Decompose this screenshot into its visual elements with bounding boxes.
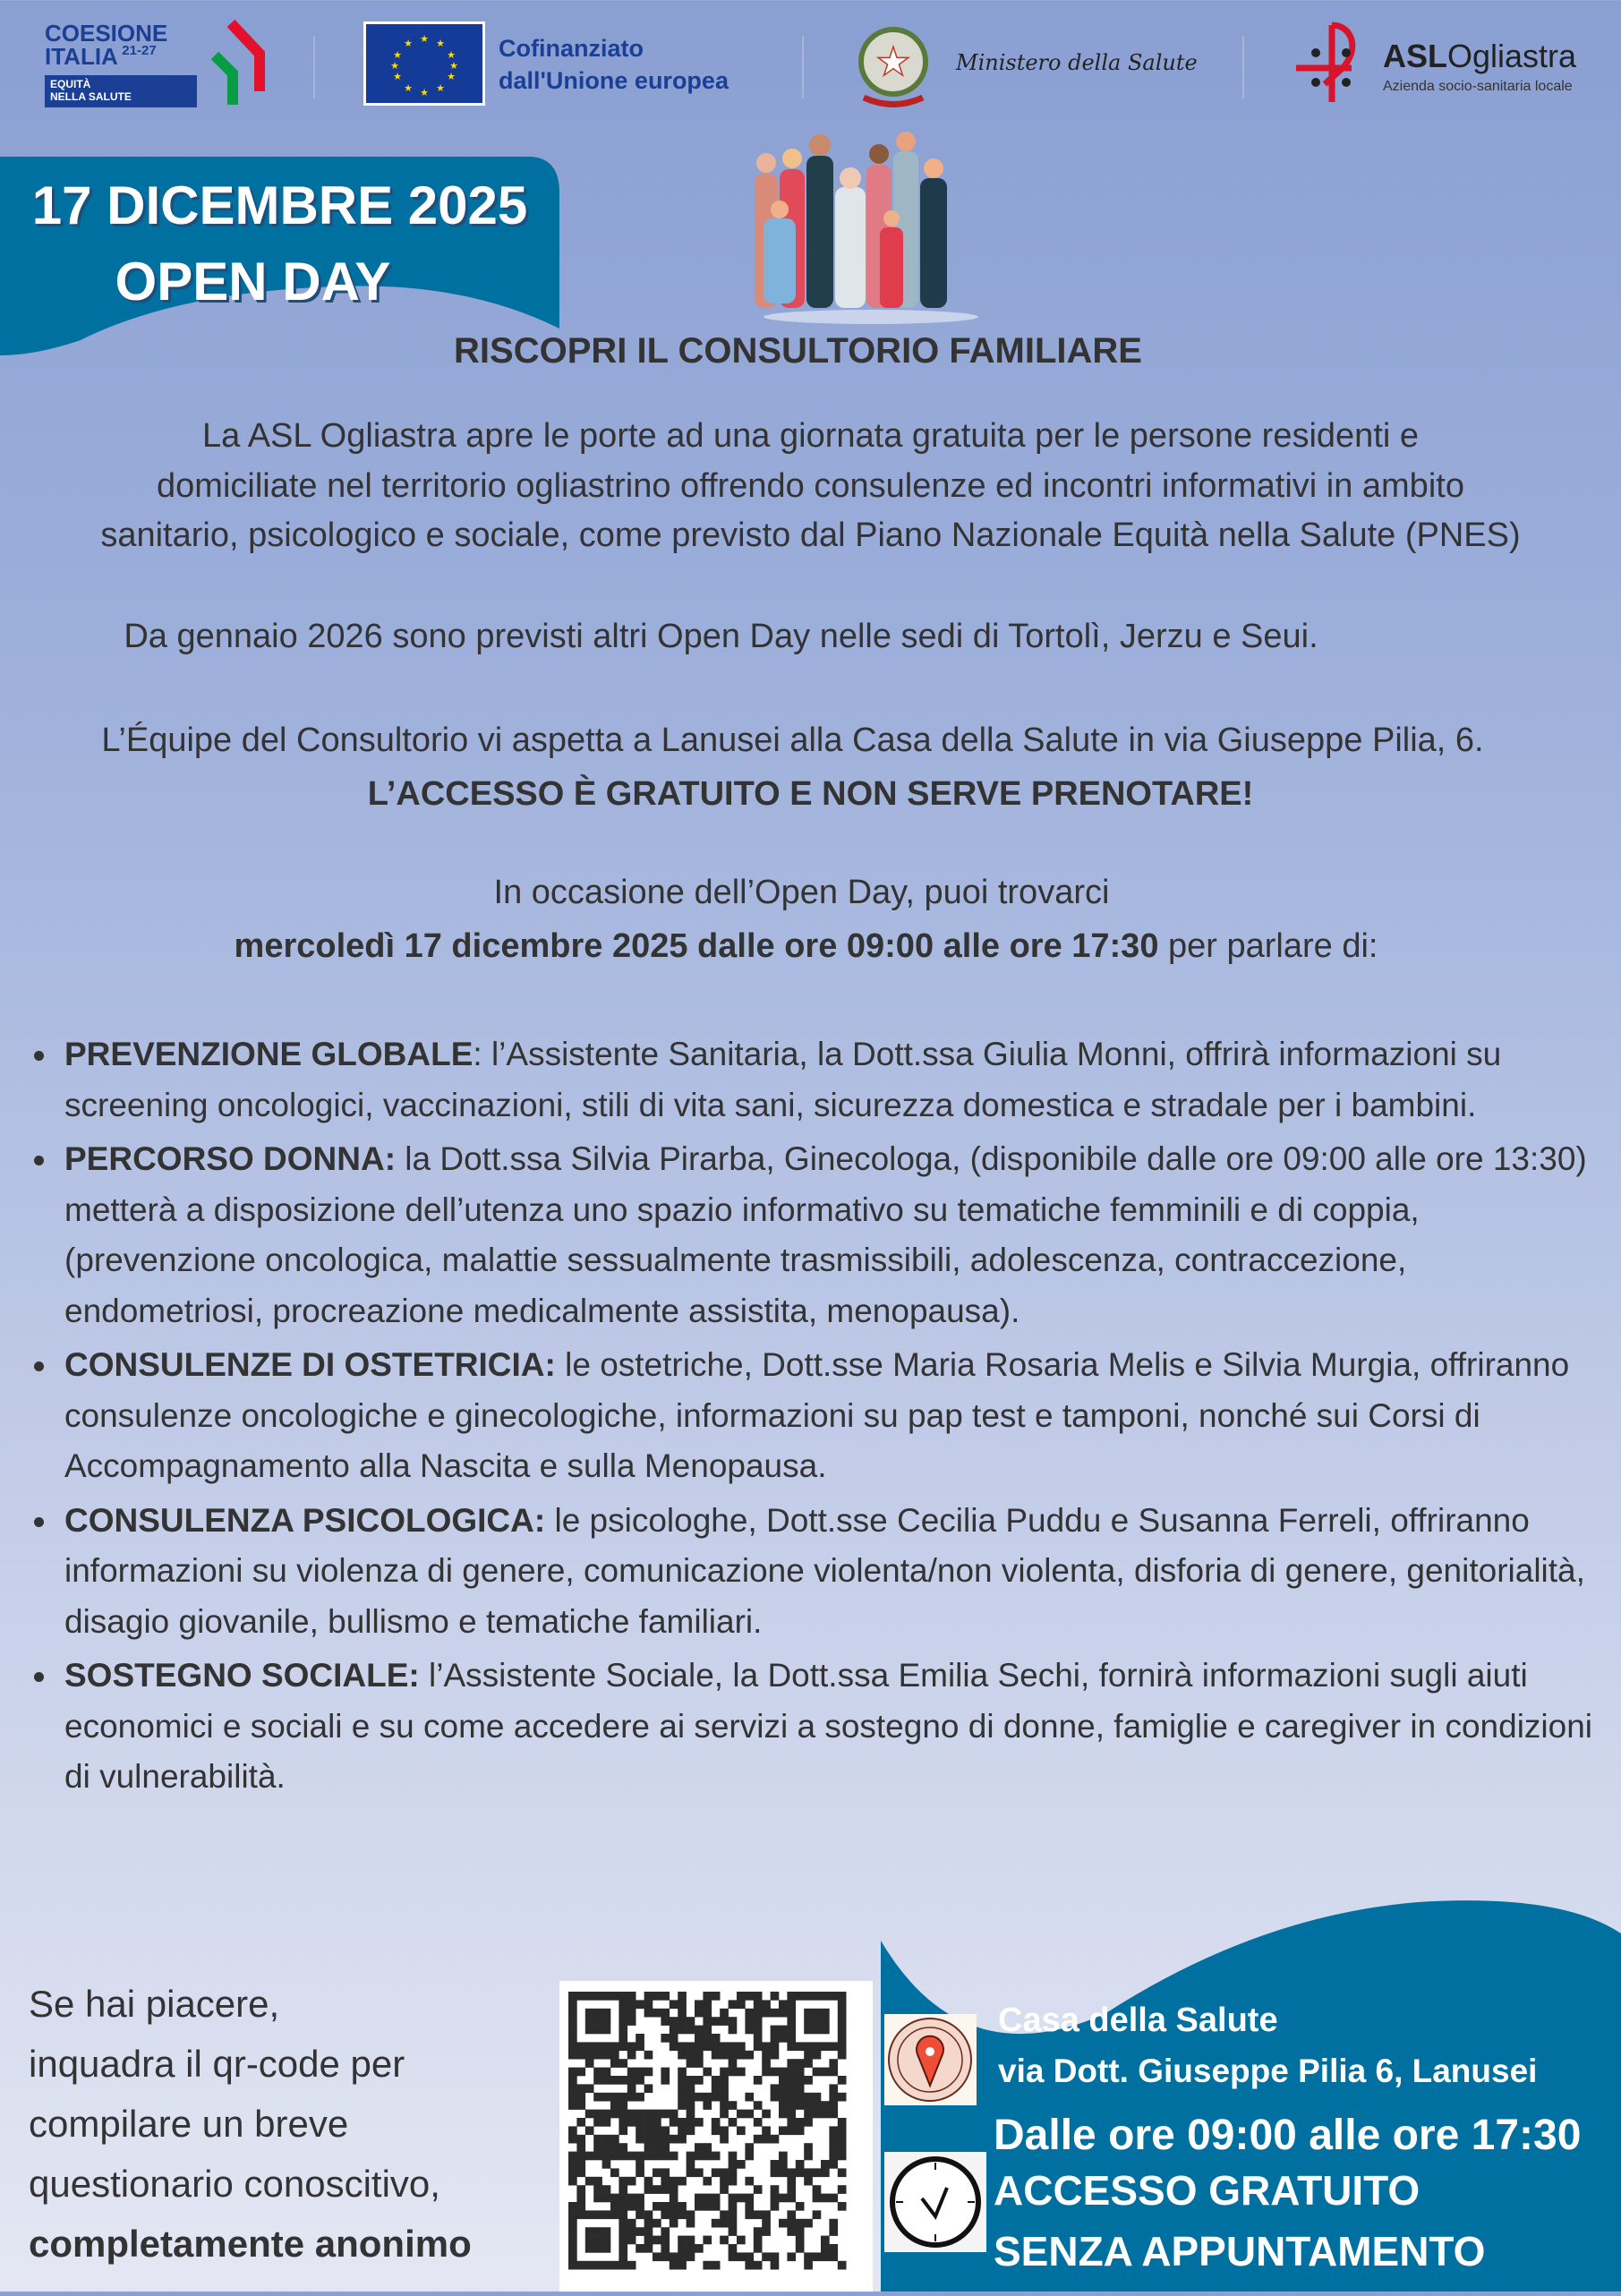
qr-invitation — [29, 1974, 472, 2274]
svg-text:★: ★ — [404, 83, 413, 94]
date-time-bold: mercoledì 17 dicembre 2025 dalle ore 09:00 alle ore 17:30 — [234, 927, 1159, 965]
svg-text:★: ★ — [449, 61, 458, 72]
svg-text:★: ★ — [436, 38, 445, 49]
svg-text:★: ★ — [404, 38, 413, 49]
occasion-text: In occasione dell’Open Day, puoi trovarci — [493, 874, 1110, 911]
asl-ogliastra: Ogliastra — [1447, 38, 1577, 74]
divider — [1242, 36, 1244, 98]
info-place: Casa della Salute — [998, 2002, 1278, 2039]
svg-text:★: ★ — [447, 50, 456, 61]
service-label: CONSULENZA PSICOLOGICA: — [64, 1501, 546, 1539]
intro-line: La ASL Ogliastra apre le porte ad una giornata gratuita per le persone residenti e — [201, 417, 1420, 455]
service-text: : l’Assistente Sanitaria, la Dott.ssa Giulia Monni, offrirà informazioni su screening oncologici, vaccinazioni, stili di vita sani, sicurezza domestica e stradale per i bambini. — [64, 1036, 1502, 1123]
service-label: CONSULENZE DI OSTETRICIA: — [64, 1346, 556, 1383]
intro-paragraph — [0, 412, 1621, 561]
location-pin-icon — [884, 2014, 977, 2105]
asl-name — [1383, 38, 1576, 75]
svg-text:★: ★ — [420, 34, 429, 45]
services-list — [32, 1029, 1608, 1806]
coesione-years: 21-27 — [122, 43, 157, 58]
coesione-line1: COESIONE — [45, 20, 168, 47]
service-label: PERCORSO DONNA: — [64, 1140, 397, 1177]
qr-text-line: Se hai piacere, — [29, 1983, 280, 2025]
asl-logo-icon — [1289, 21, 1369, 104]
intro-line: sanitario, psicologico e sociale, come previsto dal Piano Nazionale Equità nella Salute (PNES) — [100, 516, 1521, 554]
intro-line: domiciliate nel territorio ogliastrino offrendo consulenze ed incontri informativi in ambito — [157, 466, 1464, 505]
info-access-no-appointment: SENZA APPUNTAMENTO — [994, 2228, 1486, 2275]
eu-line1: Cofinanziato — [499, 35, 644, 62]
next-open-days: Da gennaio 2026 sono previsti altri Open Day nelle sedi di Tortolì, Jerzu e Seui. — [124, 618, 1318, 655]
info-access-free: ACCESSO GRATUITO — [994, 2167, 1421, 2214]
info-address: via Dott. Giuseppe Pilia 6, Lanusei — [998, 2053, 1538, 2089]
service-item — [32, 1134, 1608, 1336]
banner-date: 17 DICEMBRE 2025 — [31, 175, 528, 235]
coesione-italia: ITALIA — [45, 43, 118, 70]
italy-arrows-icon — [197, 20, 269, 109]
service-text: le psicologhe, Dott.sse Cecilia Puddu e Susanna Ferreli, offriranno informazioni su violenza di genere, comunicazione violenta/non violenta, disforia di genere, genitorialità, disagio giovanile, bullismo e tematiche familiari. — [64, 1501, 1585, 1640]
service-label: SOSTEGNO SOCIALE: — [64, 1657, 420, 1694]
coesione-tag1: EQUITÀ — [50, 78, 91, 90]
qr-text-line: compilare un breve — [29, 2103, 349, 2145]
divider — [313, 36, 315, 98]
divider — [802, 36, 804, 98]
service-text: la Dott.ssa Silvia Pirarba, Ginecologa, (disponibile dalle ore 09:00 alle ore 13:30) metterà a disposizione dell’utenza uno spazio informativo su tematiche femminili e di coppia, (prevenzione oncologica, malattie sessualmente trasmissibili, adolescenza, contraccezione, endometriosi, procreazione medicalmente assistita, menopausa). — [64, 1140, 1587, 1329]
service-label: PREVENZIONE GLOBALE — [64, 1036, 474, 1072]
asl-subtitle: Azienda socio-sanitaria locale — [1383, 79, 1573, 94]
svg-text:★: ★ — [447, 72, 456, 82]
service-item — [32, 1651, 1608, 1803]
eu-flag-icon — [363, 21, 485, 106]
date-time-rest: per parlare di: — [1158, 927, 1378, 965]
coesione-logo — [45, 20, 269, 109]
service-item — [32, 1496, 1608, 1648]
eu-line2: dall'Unione europea — [499, 67, 729, 94]
svg-text:★: ★ — [393, 72, 402, 82]
equipe-text: L’Équipe del Consultorio vi aspetta a Lanusei alla Casa della Salute in via Giuseppe Pilia, 6. — [101, 721, 1484, 759]
clock-icon — [884, 2152, 986, 2252]
italian-emblem-icon — [855, 21, 932, 107]
coesione-tag2: NELLA SALUTE — [50, 90, 132, 103]
svg-text:★: ★ — [436, 83, 445, 94]
svg-text:★: ★ — [420, 88, 429, 98]
qr-code-pattern — [559, 1981, 873, 2292]
svg-text:★: ★ — [390, 61, 399, 72]
service-item — [32, 1340, 1608, 1492]
coesione-tag — [45, 75, 197, 107]
service-item — [32, 1029, 1608, 1131]
page-heading: RISCOPRI IL CONSULTORIO FAMILIARE — [454, 331, 1142, 371]
free-access-text: L’ACCESSO È GRATUITO E NON SERVE PRENOTARE! — [367, 775, 1254, 813]
svg-text:★: ★ — [875, 40, 911, 84]
coesione-line2 — [45, 43, 157, 71]
eu-text — [499, 32, 729, 97]
people-group-illustration — [746, 129, 1005, 328]
svg-text:★: ★ — [393, 50, 402, 61]
date-banner — [0, 157, 559, 354]
asl-bold: ASL — [1383, 38, 1447, 74]
qr-text-line: inquadra il qr-code per — [29, 2043, 405, 2085]
service-text: le ostetriche, Dott.sse Maria Rosaria Melis e Silvia Murgia, offriranno consulenze oncologiche e ginecologiche, informazioni su pap test e tamponi, nonché sui Corsi di Accompagnamento alla Nascita e sulla Menopausa. — [64, 1346, 1570, 1484]
banner-title: OPEN DAY — [115, 252, 391, 312]
info-hours: Dalle ore 09:00 alle ore 17:30 — [994, 2112, 1582, 2159]
ministero-name: Ministero della Salute — [956, 50, 1198, 75]
service-text: l’Assistente Sociale, la Dott.ssa Emilia Sechi, fornirà informazioni sugli aiuti economici e sociali e su come accedere ai servizi a sostegno di donne, famiglie e caregiver in condizioni di vulnerabilità. — [64, 1657, 1593, 1795]
qr-code[interactable] — [559, 1981, 873, 2292]
date-time-text — [0, 927, 1617, 966]
qr-text-bold: completamente anonimo — [29, 2223, 472, 2265]
qr-text-line: questionario conoscitivo, — [29, 2163, 440, 2205]
